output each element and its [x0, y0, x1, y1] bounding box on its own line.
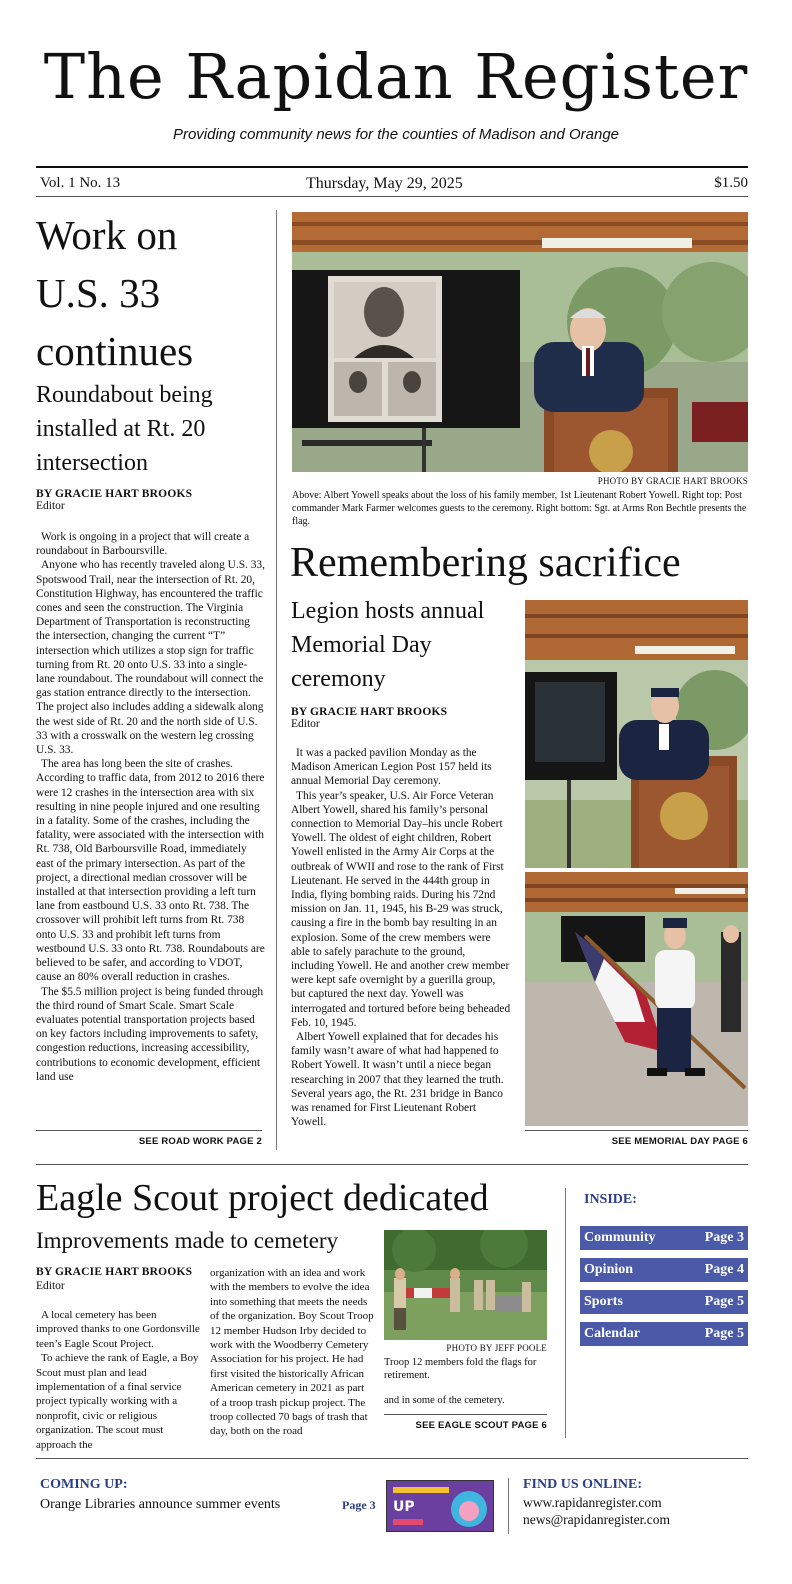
memorial-flag-photo	[525, 872, 748, 1126]
eagle-photo-caption: Troop 12 members fold the flags for retirement.	[384, 1357, 537, 1381]
summer-reading-promo[interactable]	[386, 1480, 494, 1532]
road-headline-line: U.S. 33	[36, 270, 161, 316]
inside-item-sports[interactable]	[580, 1290, 748, 1314]
eagle-jump-link[interactable]: SEE EAGLE SCOUT PAGE 6	[415, 1420, 547, 1431]
memorial-subhead-line: Memorial Day	[291, 632, 432, 658]
road-subhead-line: installed at Rt. 20	[36, 416, 206, 442]
inside-divider	[565, 1188, 566, 1438]
road-story	[36, 206, 266, 1084]
road-subhead	[36, 378, 266, 480]
dateline-rule	[36, 196, 748, 197]
memorial-byline-role: Editor	[291, 718, 320, 730]
section-rule	[36, 1164, 748, 1165]
road-headline-line: continues	[36, 328, 194, 374]
road-paragraph: Work is ongoing in a project that will create a roundabout in Barboursville.	[36, 531, 250, 558]
memorial-jump-link[interactable]: SEE MEMORIAL DAY PAGE 6	[611, 1136, 748, 1147]
price: $1.50	[714, 175, 748, 191]
eagle-byline-role: Editor	[36, 1280, 65, 1292]
road-paragraph: The $5.5 million project is being funded through the third round of Smart Scale. Smart Scale evaluates potential transportation projects based on key factors including improvements to safety, congestion reductions, increasing accessibility, contributions to economic development, efficient land use	[36, 985, 264, 1083]
masthead-tagline: Providing community news for the counties of Madison and Orange	[172, 126, 620, 143]
eagle-jump-rule	[384, 1414, 547, 1415]
eagle-paragraph: To achieve the rank of Eagle, a Boy Scout must plan and lead implementation of a final service project typically working with a nonprofit, civic or religious organization. The scout must approach the	[36, 1352, 199, 1451]
road-body	[36, 530, 266, 1084]
promo-tag	[393, 1519, 423, 1525]
masthead-title: The Rapidan Register	[43, 40, 749, 113]
eagle-paragraph: A local cemetery has been improved thanks to one Gordonsville teen’s Eagle Scout Project.	[36, 1309, 200, 1350]
issue-date: Thursday, May 29, 2025	[306, 175, 463, 192]
inside-section-label: Sports	[584, 1294, 623, 1309]
memorial-paragraph: This year’s speaker, U.S. Air Force Veteran Albert Yowell, shared his family’s personal connection to Memorial Day–his uncle Robert Yowell. The oldest of eight children, Robert Yowell enlisted in the Army Air Corps at the outbreak of WWII and rose to the rank of First Lieutenant. He served in the 444th group in India, flying bombing raids. During his 72nd mission on Jan. 11, 1945, his B-29 was struck, causing a fire in the bomb bay resulting in an explosion. Some of the crew members were able to safely parachute to the ground, including Yowell. He and another crew member were kept safe overnight by a guerilla group, but captured the next day. Yowell was interrogated and tortured before being beheaded Feb. 10, 1945.	[291, 789, 511, 1029]
memorial-photo-credit: PHOTO BY GRACIE HART BROOKS	[597, 476, 748, 486]
memorial-headline: Remembering sacrifice	[290, 540, 681, 586]
volume-number: Vol. 1 No. 13	[40, 175, 121, 191]
road-headline-line: Work on	[36, 212, 178, 258]
eagle-byline: BY GRACIE HART BROOKS	[36, 1266, 193, 1278]
footer-rule	[36, 1458, 748, 1459]
promo-face-icon	[459, 1501, 479, 1521]
road-byline-role: Editor	[36, 500, 65, 512]
inside-section-label: Calendar	[584, 1326, 640, 1341]
memorial-story	[291, 594, 511, 1129]
promo-banner	[393, 1487, 449, 1493]
eagle-col1	[36, 1308, 200, 1452]
memorial-body	[291, 746, 511, 1129]
memorial-subhead-line: Legion hosts annual	[291, 598, 485, 624]
road-byline: BY GRACIE HART BROOKS	[36, 488, 193, 500]
memorial-byline: BY GRACIE HART BROOKS	[291, 706, 448, 718]
eagle-subhead: Improvements made to cemetery	[36, 1228, 339, 1253]
road-jump-link[interactable]: SEE ROAD WORK PAGE 2	[138, 1136, 262, 1147]
memorial-commander-photo	[525, 600, 748, 868]
email-link[interactable]: news@rapidanregister.com	[523, 1512, 671, 1527]
inside-item-community[interactable]	[580, 1226, 748, 1250]
column-divider	[276, 210, 277, 1150]
inside-item-calendar[interactable]	[580, 1322, 748, 1346]
footer-divider	[508, 1478, 509, 1534]
inside-page-label: Page 3	[704, 1230, 744, 1245]
inside-item-opinion[interactable]	[580, 1258, 748, 1282]
memorial-paragraph: Albert Yowell explained that for decades his family wasn’t aware of what had happened to Robert Yowell. It wasn’t until a niece began researching in 2007 that they learned the truth. Several years ago, the Rt. 231 bridge in Banco was renamed for First Lieutenant Robert Yowell.	[291, 1031, 504, 1129]
memorial-jump-rule	[525, 1130, 748, 1131]
inside-page-label: Page 5	[704, 1294, 744, 1309]
inside-title: INSIDE:	[584, 1192, 637, 1207]
inside-section-label: Community	[584, 1230, 656, 1245]
memorial-paragraph: It was a packed pavilion Monday as the Madison American Legion Post 157 held its annual Memorial Day ceremony.	[291, 747, 492, 788]
eagle-scout-photo	[384, 1230, 547, 1340]
memorial-subhead	[291, 594, 511, 696]
road-paragraph: Anyone who has recently traveled along U.S. 33, Spotswood Trail, near the intersection of Rt. 20, Constitution Highway, has encountered the traffic cones and seen the construction. The Virginia Department of Transportation is reconstructing the intersection, changing the current “T” intersection which utilizes a stop sign for traffic turning from Rt. 20 onto U.S. 33 into a single-lane roundabout. The roundabout will connect the gas station entrance directly to the intersection. The project also includes adding a sidewalk along the west side of Rt. 20 and the north side of U.S. 33 with a crosswalk on the western leg crossing U.S. 33.	[36, 559, 265, 757]
website-link[interactable]: www.rapidanregister.com	[523, 1495, 662, 1510]
road-jump-rule	[36, 1130, 262, 1131]
find-us-label: FIND US ONLINE:	[523, 1477, 643, 1492]
inside-page-label: Page 5	[704, 1326, 744, 1341]
memorial-main-photo	[292, 212, 748, 472]
inside-section-label: Opinion	[584, 1262, 634, 1277]
inside-menu	[580, 1226, 748, 1346]
masthead-rule	[36, 166, 748, 168]
eagle-continued-text: and in some of the cemetery.	[384, 1395, 505, 1406]
eagle-photo-credit: PHOTO BY JEFF POOLE	[446, 1343, 547, 1353]
coming-up-label: COMING UP:	[40, 1477, 128, 1492]
eagle-col2	[210, 1266, 374, 1439]
memorial-photo-caption: Above: Albert Yowell speaks about the loss of his family member, 1st Lieutenant Robert Yowell. Right top: Post commander Mark Farmer welcomes guests to the ceremony. Right bottom: Sgt. at Arms Ron Bechtle presents the flag.	[292, 490, 747, 527]
eagle-headline: Eagle Scout project dedicated	[36, 1177, 489, 1219]
inside-page-label: Page 4	[704, 1262, 744, 1277]
road-subhead-line: Roundabout being	[36, 382, 213, 408]
promo-text: UP	[393, 1499, 415, 1515]
coming-up-text[interactable]: Orange Libraries announce summer events	[40, 1497, 281, 1512]
road-paragraph: The area has long been the site of crashes. According to traffic data, from 2012 to 2016 there were 12 crashes in the intersection area with six resulting in nine people injured and one resulting in a fatality. Some of the crashes, including the fatality, were associated with the intersection with Rt. 738, Old Barboursville Road, immediately east of the primary intersection. As part of the project, a directional median crossover will be installed at that intersection providing a left turn lane from eastbound U.S. 33 onto Rt. 738. The crossover will prohibit left turns from Rt. 738 onto U.S. 33 and prohibit left turns from westbound U.S. 33 onto Rt. 738. Roundabouts are believed to be safer, and according to VDOT, cause an 80% overall reduction in crashes.	[36, 758, 265, 984]
coming-up-page: Page 3	[342, 1498, 376, 1512]
eagle-paragraph: organization with an idea and work with the members to evolve the idea into something that meets the needs of the organization. Boy Scout Troop 12 member Hudson Irby decided to work with the Woodberry Cemetery Association for his project. He had first visited the historically African American cemetery in 2021 as part of a troop trash pickup project. The troop collected 70 bags of trash that day, both on the road	[210, 1267, 374, 1438]
memorial-subhead-line: ceremony	[291, 666, 386, 692]
road-headline	[36, 206, 266, 380]
road-subhead-line: intersection	[36, 450, 148, 476]
